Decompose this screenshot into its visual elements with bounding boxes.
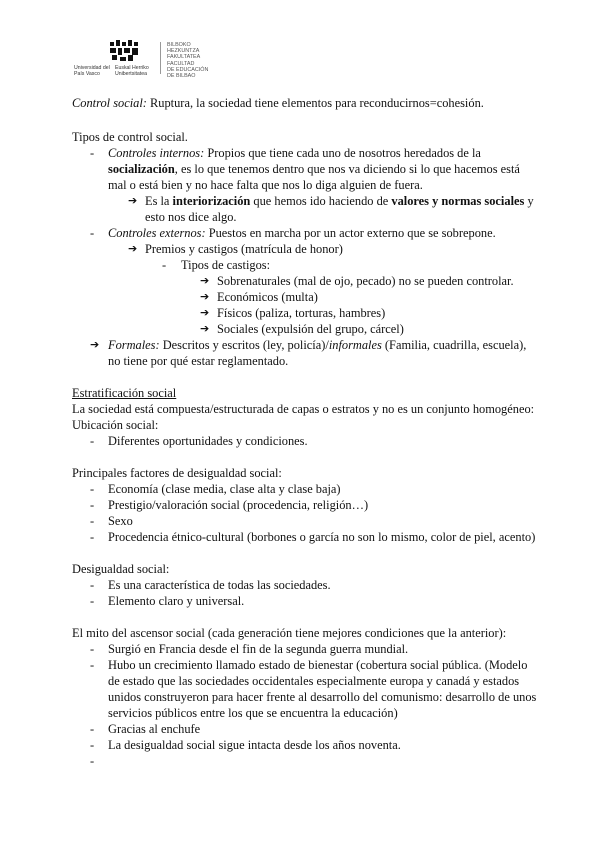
- dash-bullet: -: [90, 146, 95, 160]
- dash-bullet: -: [90, 226, 95, 240]
- externos-line: Controles externos: Puestos en marcha por un actor externo que se sobrepone.: [108, 226, 496, 240]
- arrow-bullet-icon: ➔: [90, 338, 100, 351]
- premios-line: Premios y castigos (matrícula de honor): [145, 242, 343, 256]
- arrow-bullet-icon: ➔: [200, 274, 210, 287]
- desigualdad-heading: Desigualdad social:: [72, 562, 170, 576]
- castigo-item: Económicos (multa): [217, 290, 318, 304]
- dash-bullet: -: [162, 258, 167, 272]
- arrow-bullet-icon: ➔: [128, 242, 138, 255]
- estratificacion-heading: Estratificación social: [72, 386, 177, 400]
- dash-bullet: -: [90, 434, 95, 448]
- dash-bullet: -: [90, 578, 95, 592]
- list-item-line: unidos construyeron para hacer frente al desarrollo del comunismo: desarrollo de unos: [108, 690, 537, 704]
- castigo-item: Sobrenaturales (mal de ojo, pecado) no se pueden controlar.: [217, 274, 514, 288]
- faculty-name: BILBOKO HEZKUNTZA FAKULTATEA FACULTAD DE EDUCACIÓN DE BILBAO: [167, 42, 209, 80]
- dash-bullet: -: [90, 594, 95, 608]
- dash-bullet: -: [90, 514, 95, 528]
- estratificacion-line-1: La sociedad está compuesta/estructurada de capas o estratos y no es un conjunto homogéneo:: [72, 402, 535, 416]
- arrow-bullet-icon: ➔: [200, 306, 210, 319]
- list-item: Elemento claro y universal.: [108, 594, 245, 608]
- castigo-item: Sociales (expulsión del grupo, cárcel): [217, 322, 404, 336]
- dash-bullet: -: [90, 722, 95, 736]
- dash-bullet: -: [90, 738, 95, 752]
- dash-bullet: -: [90, 498, 95, 512]
- list-item: Surgió en Francia desde el fin de la segunda guerra mundial.: [108, 642, 409, 656]
- interiorizacion-line-2: esto nos dice algo.: [145, 210, 237, 224]
- list-item-line: servicios públicos entre los que se encuentra la educación): [108, 706, 398, 720]
- dash-bullet: -: [90, 658, 95, 672]
- formales-line: Formales: Descritos y escritos (ley, policía)/informales (Familia, cuadrilla, escuela),: [108, 338, 527, 352]
- list-item: Procedencia étnico-cultural (borbones o garcía no son lo mismo, color de piel, acento): [108, 530, 536, 544]
- list-item-line: Hubo un crecimiento llamado estado de bienestar (cobertura social pública. (Modelo: [108, 658, 528, 672]
- dash-bullet: -: [90, 530, 95, 544]
- list-item: Economía (clase media, clase alta y clase baja): [108, 482, 341, 496]
- arrow-bullet-icon: ➔: [200, 290, 210, 303]
- internos-line-1: Controles internos: Propios que tiene cada uno de nosotros heredados de la: [108, 146, 481, 160]
- arrow-bullet-icon: ➔: [128, 194, 138, 207]
- list-item: Prestigio/valoración social (procedencia, religión…): [108, 498, 369, 512]
- list-item: La desigualdad social sigue intacta desde los años noventa.: [108, 738, 401, 752]
- dash-bullet: -: [90, 642, 95, 656]
- list-item: Diferentes oportunidades y condiciones.: [108, 434, 308, 448]
- interiorizacion-line: Es la interiorización que hemos ido haciendo de valores y normas sociales y: [145, 194, 534, 208]
- upv-emblem-icon: [108, 40, 140, 62]
- estratificacion-line-2: Ubicación social:: [72, 418, 159, 432]
- internos-line-2: socialización, es lo que tenemos dentro que nos va diciendo si lo que hacemos está: [108, 162, 520, 176]
- dash-bullet: -: [90, 754, 95, 768]
- arrow-bullet-icon: ➔: [200, 322, 210, 335]
- logo-divider: [160, 42, 161, 74]
- list-item: Sexo: [108, 514, 133, 528]
- formales-line-2: no tiene por qué estar reglamentado.: [108, 354, 289, 368]
- list-item: Es una característica de todas las sociedades.: [108, 578, 331, 592]
- mito-heading: El mito del ascensor social (cada generación tiene mejores condiciones que la anterior):: [72, 626, 507, 640]
- control-social-line: Control social: Ruptura, la sociedad tiene elementos para reconducirnos=cohesión.: [72, 96, 484, 110]
- factores-heading: Principales factores de desigualdad social:: [72, 466, 282, 480]
- dash-bullet: -: [90, 482, 95, 496]
- university-logo: [72, 40, 222, 80]
- tipos-castigos-line: Tipos de castigos:: [181, 258, 271, 272]
- castigo-item: Físicos (paliza, torturas, hambres): [217, 306, 386, 320]
- list-item: Gracias al enchufe: [108, 722, 201, 736]
- logo-caption-eu: Euskal Herriko Unibertsitatea: [115, 65, 149, 77]
- list-item-line: de estado que las sociedades occidentales especialmente europa y canadá y estados: [108, 674, 520, 688]
- internos-line-3: mal o está bien y no hace falta que nos lo diga alguien de fuera.: [108, 178, 423, 192]
- tipos-heading: Tipos de control social.: [72, 130, 188, 144]
- logo-caption-es: Universidad del País Vasco: [74, 65, 110, 77]
